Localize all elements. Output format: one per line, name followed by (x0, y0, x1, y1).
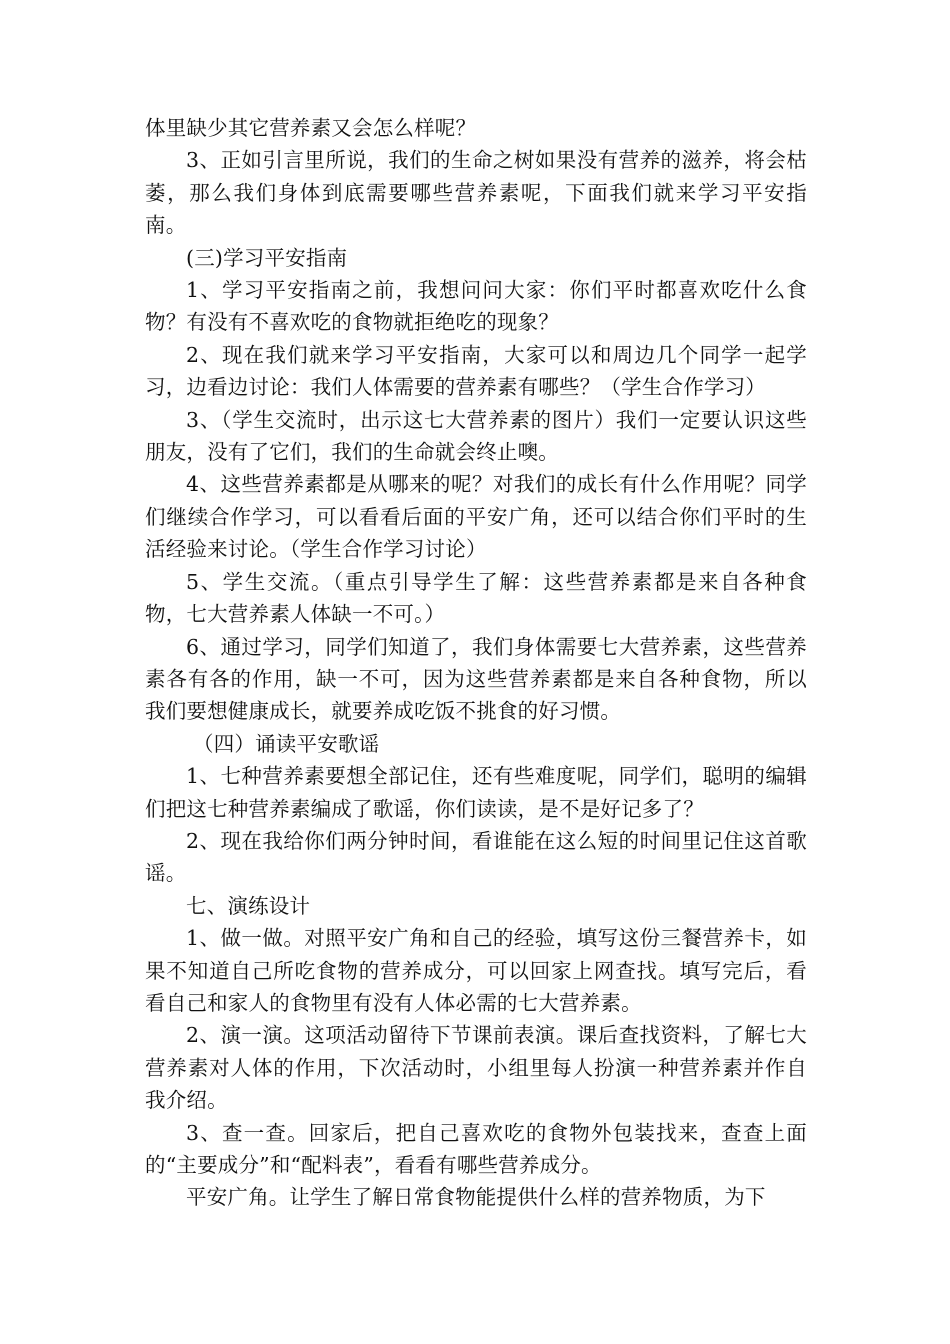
paragraph: 平安广角。让学生了解日常食物能提供什么样的营养物质，为下 (186, 1185, 766, 1210)
paragraph: 1、七种营养素要想全部记住，还有些难度呢，同学们，聪明的编辑们把这七种营养素编成了歌谣，你们读读，是不是好记多了？ (145, 764, 807, 821)
paragraph: (三)学习平安指南 (186, 245, 348, 270)
paragraph: 5、学生交流。（重点引导学生了解：这些营养素都是来自各种食物，七大营养素人体缺一不可。） (145, 569, 807, 627)
paragraph: 2、演一演。这项活动留待下节课前表演。课后查找资料，了解七大营养素对人体的作用，下次活动时，小组里每人扮演一种营养素并作自我介绍。 (145, 1023, 807, 1113)
document-body (145, 112, 807, 1214)
paragraph: 七、演练设计 (186, 893, 311, 918)
paragraph: 2、现在我们就来学习平安指南，大家可以和周边几个同学一起学习，边看边讨论：我们人体需要的营养素有哪些？（学生合作学习） (145, 342, 807, 400)
paragraph: 1、做一做。对照平安广角和自己的经验，填写这份三餐营养卡，如果不知道自己所吃食物的营养成分，可以回家上网查找。填写完后，看看自己和家人的食物里有没有人体必需的七大营养素。 (145, 926, 807, 1015)
paragraph: 3、正如引言里所说，我们的生命之树如果没有营养的滋养，将会枯萎，那么我们身体到底需要哪些营养素呢，下面我们就来学习平安指南。 (145, 148, 807, 238)
paragraph: 体里缺少其它营养素又会怎么样呢？ (145, 116, 477, 140)
paragraph: 6、通过学习，同学们知道了，我们身体需要七大营养素，这些营养素各有各的作用，缺一不可，因为这些营养素都是来自各种食物，所以我们要想健康成长，就要养成吃饭不挑食的好习惯。 (145, 634, 807, 724)
paragraph: 2、现在我给你们两分钟时间，看谁能在这么短的时间里记住这首歌谣。 (145, 828, 807, 886)
paragraph: 3、查一查。回家后，把自己喜欢吃的食物外包装找来，查查上面的“主要成分”和“配料表”，看看有哪些营养成分。 (145, 1120, 807, 1177)
paragraph: （四）诵读平安歌谣 (193, 731, 380, 756)
paragraph: 3、（学生交流时，出示这七大营养素的图片）我们一定要认识这些朋友，没有了它们，我们的生命就会终止噢。 (145, 407, 807, 465)
paragraph: 1、学习平安指南之前，我想问问大家：你们平时都喜欢吃什么食物？有没有不喜欢吃的食物就拒绝吃的现象？ (145, 278, 807, 335)
paragraph: 4、这些营养素都是从哪来的呢？对我们的成长有什么作用呢？同学们继续合作学习，可以看看后面的平安广角，还可以结合你们平时的生活经验来讨论。（学生合作学习讨论） (145, 472, 807, 562)
